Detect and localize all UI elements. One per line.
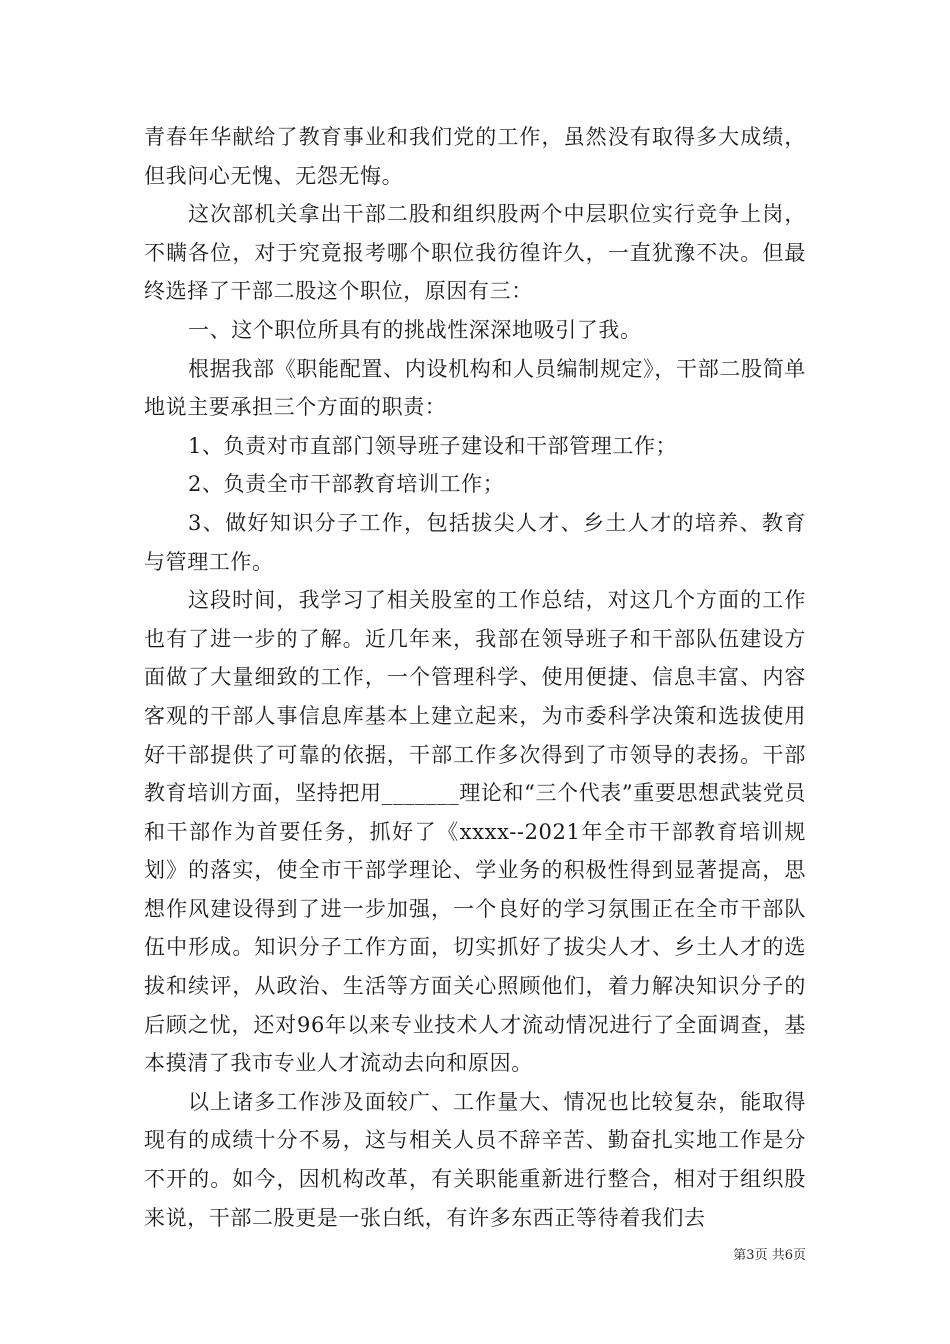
paragraph: 以上诸多工作涉及面较广、工作量大、情况也比较复杂，能取得现有的成绩十分不易，这与相关人员不辞辛苦、勤奋扎实地工作是分不开的。如今，因机构改革，有关职能重新进行整合，相对于组织股来说，干部二股更是一张白纸，有许多东西正等待着我们去 [144,1089,806,1230]
page-number-footer [733,1247,806,1265]
paragraph: 2、负责全市干部教育培训工作； [188,472,505,497]
page-current: 3 [746,1248,755,1263]
page-label-middle: 页 共 [754,1248,785,1263]
document-body [144,118,806,1237]
paragraph: 一、这个职位所具有的挑战性深深地吸引了我。 [188,317,642,342]
paragraph: 1、负责对市直部门领导班子建设和干部管理工作； [188,433,678,458]
paragraph: 这次部机关拿出干部二股和组织股两个中层职位实行竞争上岗，不瞒各位，对于究竟报考哪个职位我彷徨许久，一直犹豫不决。但最终选择了干部二股这个职位，原因有三： [144,202,806,304]
page-label-suffix: 页 [792,1248,806,1263]
paragraph: 3、做好知识分子工作，包括拔尖人才、乡土人才的培养、教育与管理工作。 [144,510,806,574]
paragraph: 这段时间，我学习了相关股室的工作总结，对这几个方面的工作也有了进一步的了解。近几年来，我部在领导班子和干部队伍建设方面做了大量细致的工作，一个管理科学、使用便捷、信息丰富、内容客观的干部人事信息库基本上建立起来，为市委科学决策和选拔使用好干部提供了可靠的依据，干部工作多次得到了市领导的表扬。干部教育培训方面，坚持把用_______理论和“三个代表”重要思想武装党员和干部作为首要任务，抓好了《xxxx--2021年全市干部教育培训规划》的落实，使全市干部学理论、学业务的积极性得到显著提高，思想作风建设得到了进一步加强，一个良好的学习氛围正在全市干部队伍中形成。知识分子工作方面，切实抓好了拔尖人才、乡土人才的选拔和续评，从政治、生活等方面关心照顾他们，着力解决知识分子的后顾之忧，还对96年以来专业技术人才流动情况进行了全面调查，基本摸清了我市专业人才流动去向和原因。 [144,588,806,1076]
page-total: 6 [784,1248,793,1263]
paragraph: 青春年华献给了教育事业和我们党的工作，虽然没有取得多大成绩，但我问心无愧、无怨无悔。 [144,125,806,188]
paragraph: 根据我部《职能配置、内设机构和人员编制规定》，干部二股简单地说主要承担三个方面的职责： [144,356,806,420]
page-label-prefix: 第 [733,1248,747,1263]
